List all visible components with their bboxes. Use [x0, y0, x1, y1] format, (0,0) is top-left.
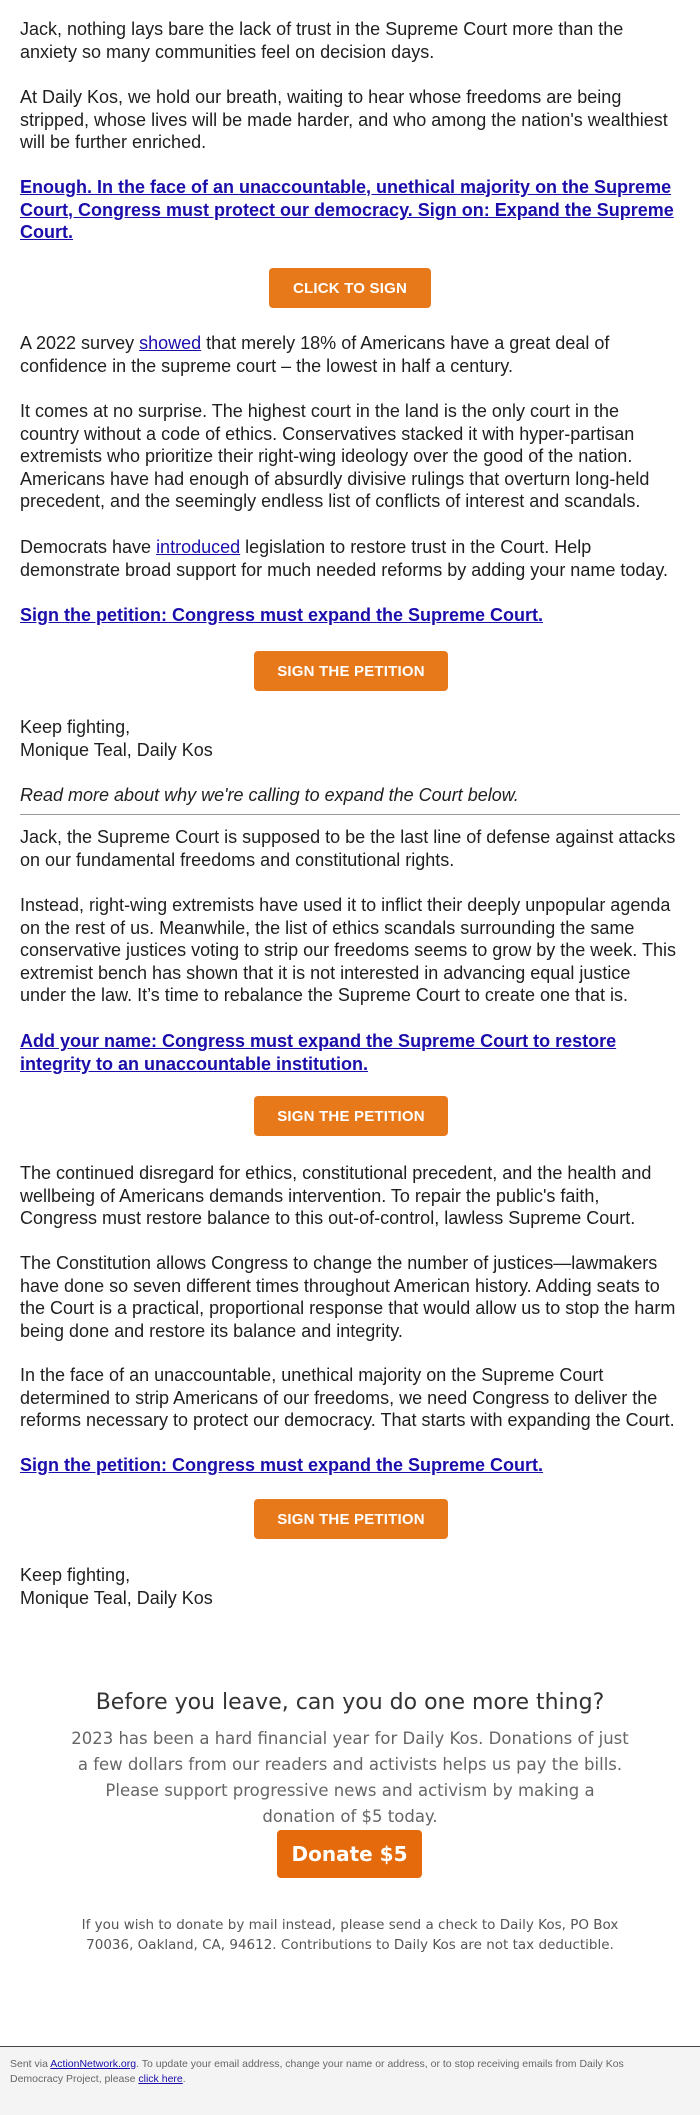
sign-petition-button-2[interactable]: SIGN THE PETITION: [254, 1096, 448, 1136]
survey-paragraph: A 2022 survey showed that merely 18% of Americans have a great deal of confidence in the supreme court – the lowest in half a century.: [20, 333, 610, 376]
section-divider: [20, 814, 680, 815]
unsubscribe-footer: Sent via ActionNetwork.org. To update your email address, change your name or address, or to stop receiving emails from Daily Kos Democracy Project, please click here.: [0, 2046, 700, 2115]
petition-cta-1: [20, 604, 680, 627]
sign-petition-link-2[interactable]: Sign the petition: Congress must expand the Supreme Court.: [20, 1455, 544, 1475]
section2-paragraph-5: In the face of an unaccountable, unethical majority on the Supreme Court determined to strip Americans of our freedoms, we need Congress to deliver the reforms necessary to protect our democracy. That starts with expanding the Court.: [20, 1365, 675, 1431]
section2-paragraph-1: Jack, the Supreme Court is supposed to be the last line of defense against attacks on our fundamental freedoms and constitutional rights.: [20, 827, 676, 870]
actionnetwork-link[interactable]: ActionNetwork.org: [50, 2058, 137, 2070]
sign-petition-button-1[interactable]: SIGN THE PETITION: [254, 651, 448, 691]
signoff-2: Keep fighting, Monique Teal, Daily Kos: [20, 1565, 213, 1608]
ethics-paragraph: It comes at no surprise. The highest court in the land is the only court in the country without a code of ethics. Conservatives stacked it with hyper-partisan extremists who prioritize their right-wing ideology over the good of the nation. Americans have had enough of absurdly divisive rulings that overturn long-held precedent, and the seemingly endless list of conflicts of interest and scandals.: [20, 401, 650, 512]
section2-paragraph-4: The Constitution allows Congress to change the number of justices—lawmakers have done so seven different times throughout American history. Adding seats to the Court is a practical, proportional response that would allow us to stop the harm being done and restore its balance and integrity.: [20, 1253, 676, 1341]
unsubscribe-link[interactable]: click here: [138, 2073, 183, 2085]
donate-heading: Before you leave, can you do one more thing?: [95, 1690, 605, 1715]
sign-petition-button-3[interactable]: SIGN THE PETITION: [254, 1499, 448, 1539]
mail-donation-note: If you wish to donate by mail instead, please send a check to Daily Kos, PO Box 70036, Oakland, CA, 94612. Contributions to Daily Kos are not tax deductible.: [81, 1917, 619, 1953]
intro-cta: [20, 176, 685, 244]
section2-paragraph-3: The continued disregard for ethics, constitutional precedent, and the health and wellbeing of Americans demands intervention. To repair the public's faith, Congress must restore balance to this out-of-control, lawless Supreme Court.: [20, 1163, 652, 1229]
democrats-paragraph: Democrats have introduced legislation to restore trust in the Court. Help demonstrate broad support for much needed reforms by adding your name today.: [20, 537, 669, 580]
donate-appeal: 2023 has been a hard financial year for Daily Kos. Donations of just a few dollars from our readers and activists helps us pay the bills. Please support progressive news and activism by making a donation of $5 today.: [71, 1729, 629, 1826]
signoff-1: Keep fighting, Monique Teal, Daily Kos: [20, 717, 213, 760]
section2-paragraph-2: Instead, right-wing extremists have used it to inflict their deeply unpopular agenda on the rest of us. Meanwhile, the list of ethics scandals surrounding the same conservative justices voting to strip our freedoms seems to grow by the week. This extremist bench has shown that it is not interested in advancing equal justice under the law. It’s time to rebalance the Supreme Court to create one that is.: [20, 895, 676, 1006]
sign-petition-link-1[interactable]: Sign the petition: Congress must expand the Supreme Court.: [20, 605, 544, 625]
add-your-name-link[interactable]: Add your name: Congress must expand the Supreme Court to restore integrity to an unaccountable institution.: [20, 1031, 617, 1074]
click-to-sign-button[interactable]: CLICK TO SIGN: [269, 268, 431, 308]
expand-court-link[interactable]: Enough. In the face of an unaccountable, unethical majority on the Supreme Court, Congress must protect our democracy. Sign on: Expand the Supreme Court.: [20, 177, 674, 243]
donate-button[interactable]: Donate $5: [277, 1830, 422, 1878]
read-more-note: Read more about why we're calling to expand the Court below.: [20, 785, 519, 805]
intro-paragraph-1: Jack, nothing lays bare the lack of trust in the Supreme Court more than the anxiety so many communities feel on decision days.: [20, 19, 624, 62]
intro-paragraph-2: At Daily Kos, we hold our breath, waiting to hear whose freedoms are being stripped, whose lives will be made harder, and who among the nation's wealthiest will be further enriched.: [20, 87, 668, 153]
petition-cta-2: [20, 1454, 680, 1477]
add-name-cta: [20, 1030, 660, 1075]
introduced-link[interactable]: introduced: [156, 537, 241, 557]
showed-link[interactable]: showed: [139, 333, 202, 353]
